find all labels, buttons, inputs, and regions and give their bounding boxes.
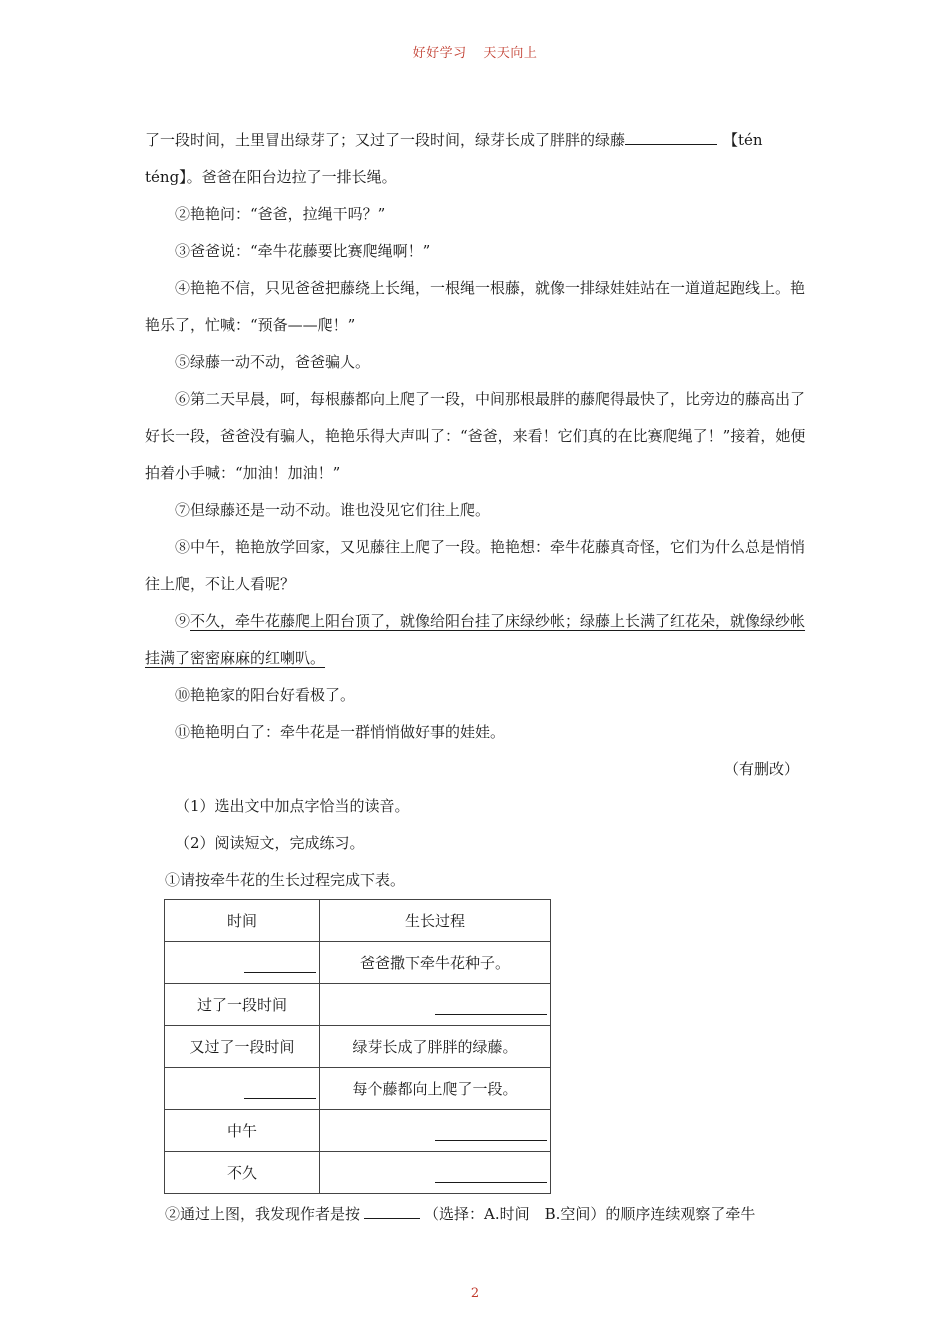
paragraph-9-number: ⑨ — [175, 612, 191, 630]
paragraph-9 — [145, 603, 817, 677]
pinyin-answer-blank[interactable] — [625, 128, 717, 145]
table-header-row — [165, 900, 551, 942]
growth-table — [164, 899, 551, 1194]
paragraph-5: ⑤绿藤一动不动，爸爸骗人。 — [175, 353, 371, 371]
time-cell: 又过了一段时间 — [165, 1026, 320, 1068]
time-cell: 中午 — [165, 1110, 320, 1152]
pinyin-choice: 【tén — [723, 131, 763, 149]
time-cell: 过了一段时间 — [165, 984, 320, 1026]
page-header — [0, 42, 950, 61]
paragraph-1-text: 了一段时间，土里冒出绿芽了；又过了一段时间，绿芽长成了胖胖的绿藤 — [145, 131, 626, 149]
paragraph-6: ⑥第二天早晨，呵，每根藤都向上爬了一段，中间那根最胖的藤爬得最快了，比旁边的藤高出了好长一段，爸爸没有骗人，艳艳乐得大声叫了：“爸爸，来看！它们真的在比赛爬绳了！”接着，她便拍着小手喊：“加油！加油！” — [145, 390, 806, 482]
question-2: （2）阅读短文，完成练习。 — [175, 834, 365, 852]
process-cell: 爸爸撒下牵牛花种子。 — [320, 942, 551, 984]
table-row — [165, 1026, 551, 1068]
paragraph-3: ③爸爸说：“牵牛花藤要比赛爬绳啊！” — [175, 242, 431, 260]
paragraph-11: ⑪艳艳明白了：牵牛花是一群悄悄做好事的娃娃。 — [175, 723, 506, 741]
table-row — [165, 942, 551, 984]
page-number: 2 — [470, 1286, 480, 1301]
paragraph-1-cont: téng】。爸爸在阳台边拉了一排长绳。 — [145, 168, 397, 186]
process-answer-blank[interactable] — [435, 1140, 547, 1141]
time-answer-blank[interactable] — [244, 972, 316, 973]
table-header-process: 生长过程 — [320, 900, 551, 942]
order-answer-blank[interactable] — [364, 1202, 420, 1219]
time-answer-blank[interactable] — [244, 1098, 316, 1099]
process-answer-blank[interactable] — [435, 1014, 547, 1015]
header-left-text: 好好学习 — [412, 46, 467, 61]
paragraph-9-underlined: 不久，牵牛花藤爬上阳台顶了，就像给阳台挂了床绿纱帐；绿藤上长满了红花朵，就像绿纱帐挂满了密密麻麻的红喇叭。 — [145, 612, 806, 667]
reading-passage — [145, 122, 817, 899]
question-1: （1）选出文中加点字恰当的读音。 — [175, 797, 410, 815]
time-cell — [165, 1068, 320, 1110]
paragraph-2: ②艳艳问：“爸爸，拉绳干吗？” — [175, 205, 386, 223]
table-header-time: 时间 — [165, 900, 320, 942]
table-row — [165, 984, 551, 1026]
paragraph-10: ⑩艳艳家的阳台好看极了。 — [175, 686, 356, 704]
question-2-2-options: （选择：A.时间 B.空间）的顺序连续观察了牵牛 — [424, 1205, 756, 1223]
table-row — [165, 1110, 551, 1152]
paragraph-1 — [145, 122, 817, 196]
question-2-2 — [165, 1196, 825, 1233]
question-2-1: ①请按牵牛花的生长过程完成下表。 — [165, 871, 406, 889]
process-cell — [320, 1110, 551, 1152]
table-row — [165, 1152, 551, 1194]
paragraph-8: ⑧中午，艳艳放学回家，又见藤往上爬了一段。艳艳想：牵牛花藤真奇怪，它们为什么总是悄悄往上爬，不让人看呢？ — [145, 538, 806, 593]
process-cell: 绿芽长成了胖胖的绿藤。 — [320, 1026, 551, 1068]
process-cell: 每个藤都向上爬了一段。 — [320, 1068, 551, 1110]
header-right-text: 天天向上 — [483, 46, 538, 61]
process-cell — [320, 1152, 551, 1194]
process-answer-blank[interactable] — [435, 1182, 547, 1183]
table-row — [165, 1068, 551, 1110]
time-cell: 不久 — [165, 1152, 320, 1194]
time-cell — [165, 942, 320, 984]
paragraph-4: ④艳艳不信，只见爸爸把藤绕上长绳，一根绳一根藤，就像一排绿娃娃站在一道道起跑线上。艳艳乐了，忙喊：“预备——爬！” — [145, 279, 806, 334]
source-note: （有删改） — [723, 760, 799, 778]
paragraph-7: ⑦但绿藤还是一动不动。谁也没见它们往上爬。 — [175, 501, 491, 519]
process-cell — [320, 984, 551, 1026]
question-2-2-text: ②通过上图，我发现作者是按 — [165, 1205, 361, 1223]
